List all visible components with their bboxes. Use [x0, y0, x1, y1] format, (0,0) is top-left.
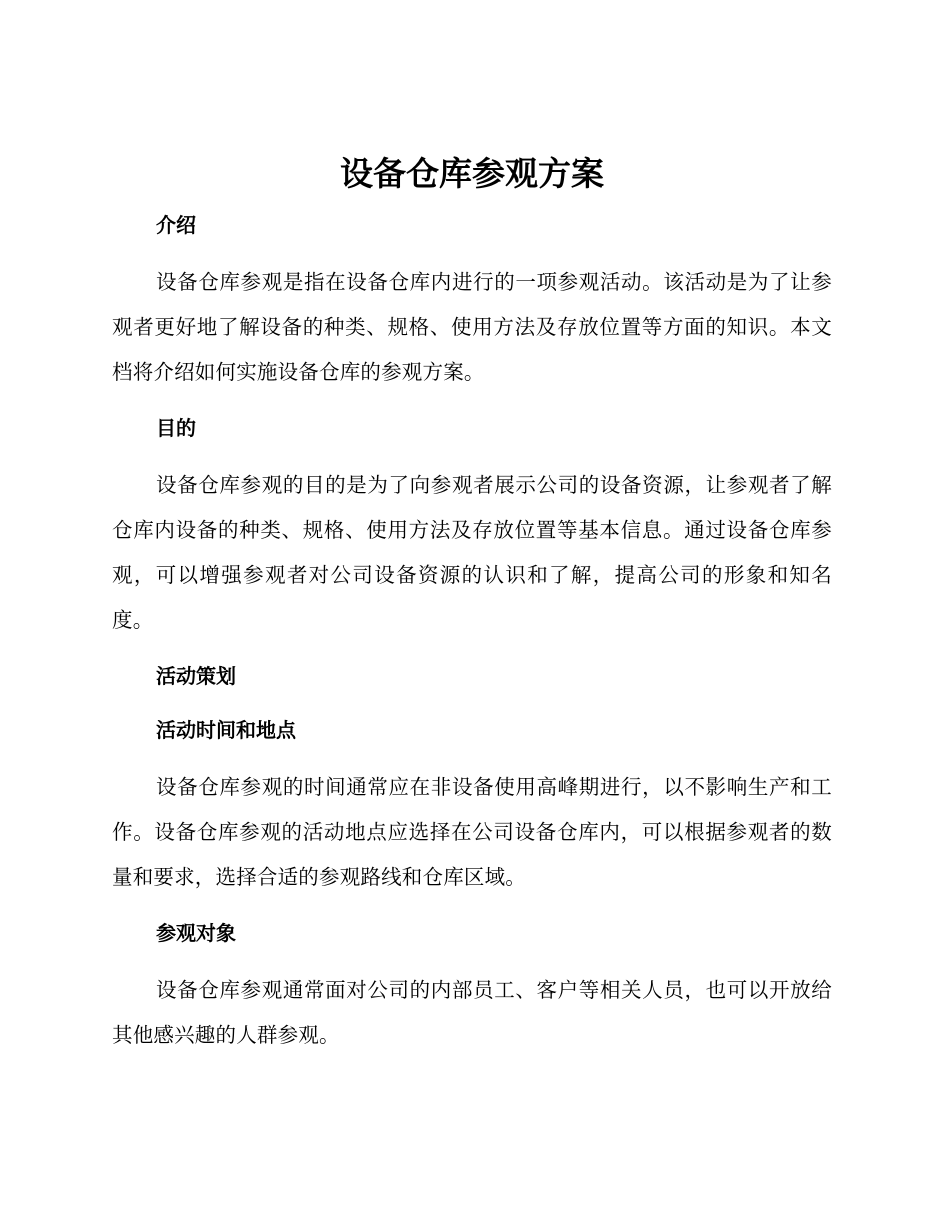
- section-heading-activity-planning: 活动策划: [156, 664, 236, 688]
- section-paragraph-time-and-place: 设备仓库参观的时间通常应在非设备使用高峰期进行，以不影响生产和工作。设备仓库参观的活动地点应选择在公司设备仓库内，可以根据参观者的数量和要求，选择合适的参观路线和仓库区域。: [112, 775, 832, 889]
- section-paragraph-visitors: 设备仓库参观通常面对公司的内部员工、客户等相关人员，也可以开放给其他感兴趣的人群参观。: [112, 978, 832, 1047]
- section-heading-introduction: 介绍: [156, 213, 196, 237]
- document-body: [112, 148, 832, 1058]
- section-paragraph-introduction: 设备仓库参观是指在设备仓库内进行的一项参观活动。该活动是为了让参观者更好地了解设备的种类、规格、使用方法及存放位置等方面的知识。本文档将介绍如何实施设备仓库的参观方案。: [112, 270, 832, 384]
- section-paragraph-purpose: 设备仓库参观的目的是为了向参观者展示公司的设备资源，让参观者了解仓库内设备的种类、规格、使用方法及存放位置等基本信息。通过设备仓库参观，可以增强参观者对公司设备资源的认识和了解，提高公司的形象和知名度。: [112, 473, 832, 632]
- document-title: 设备仓库参观方案: [340, 154, 604, 193]
- section-heading-purpose: 目的: [156, 416, 196, 440]
- section-heading-visitors: 参观对象: [156, 921, 236, 945]
- section-heading-time-and-place: 活动时间和地点: [156, 718, 296, 742]
